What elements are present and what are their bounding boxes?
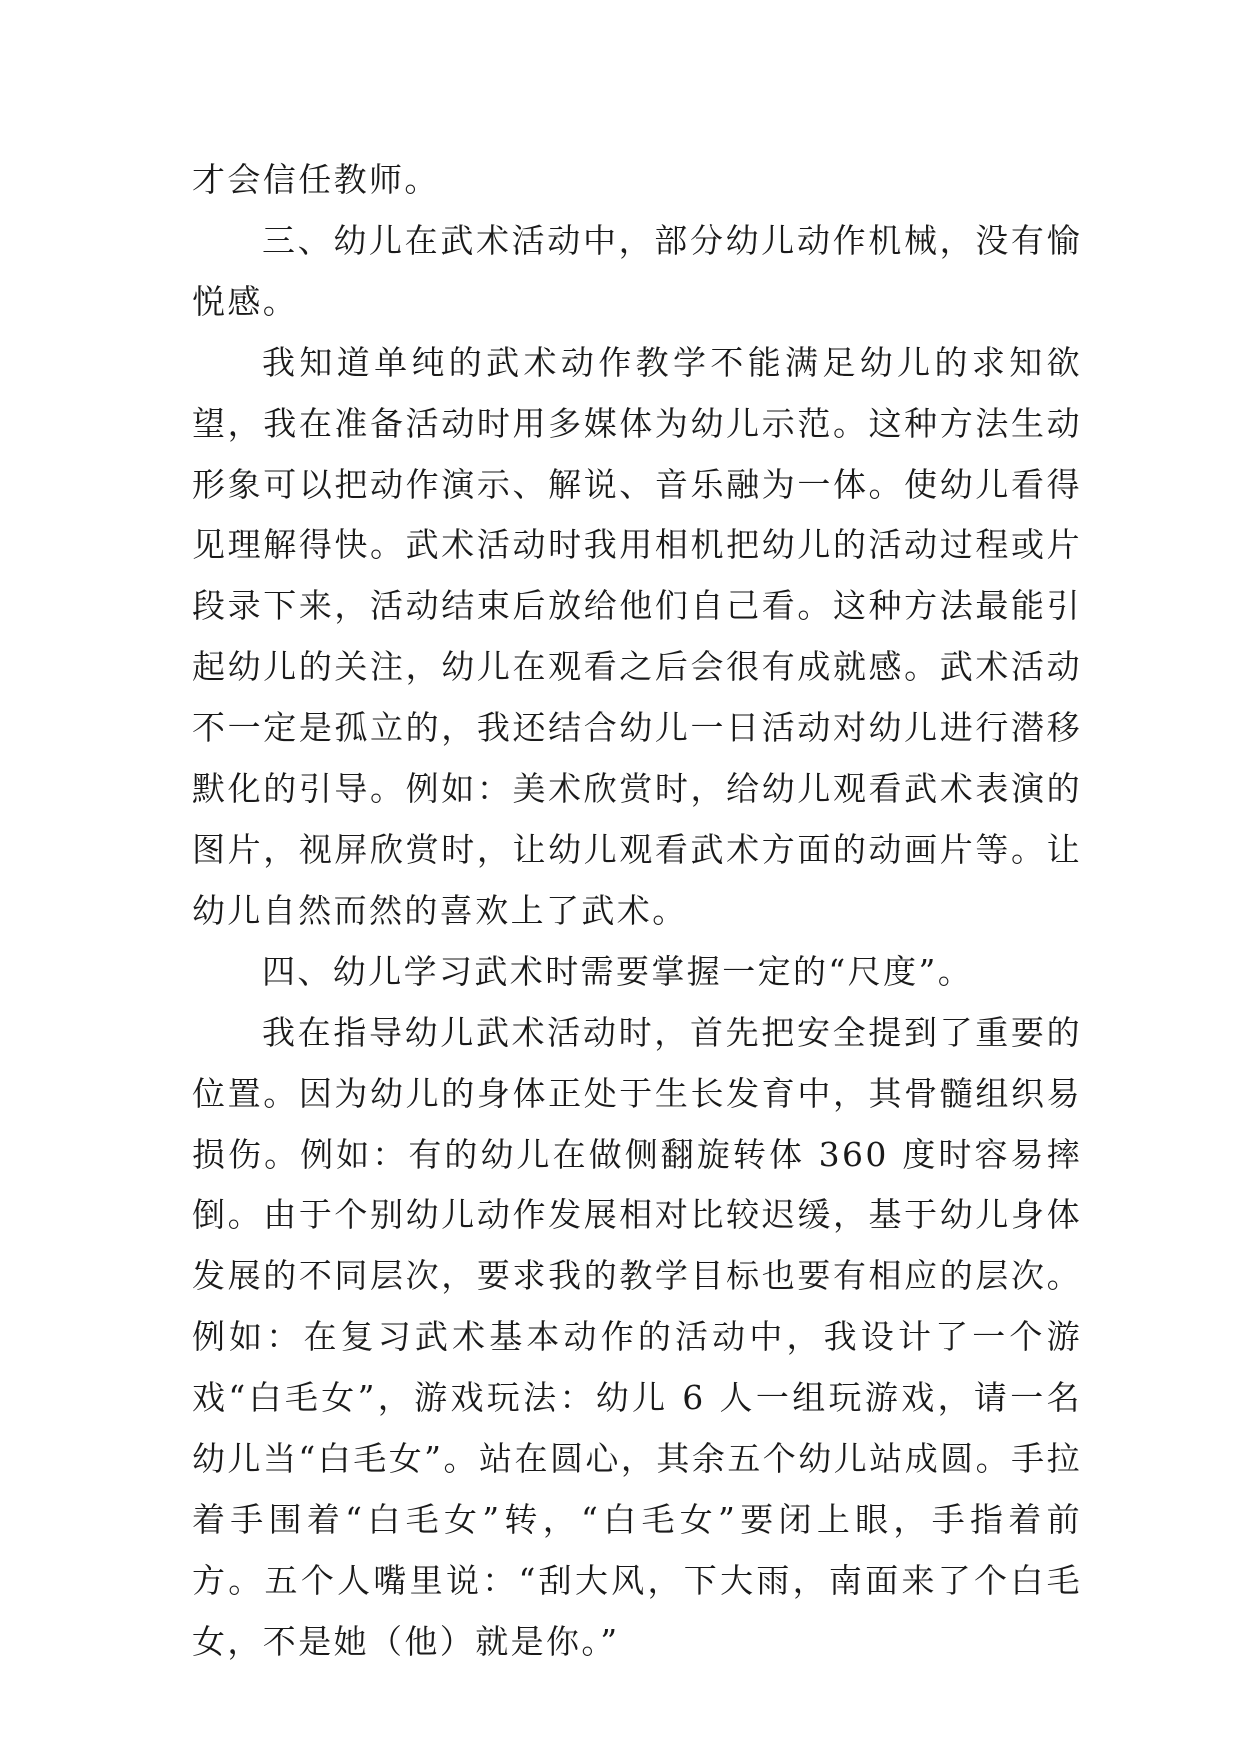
- section-heading: 四、幼儿学习武术时需要掌握一定的“尺度”。: [262, 951, 974, 991]
- paragraph: 才会信任教师。: [192, 160, 440, 199]
- paragraph: 我知道单纯的武术动作教学不能满足幼儿的求知欲望，我在准备活动时用多媒体为幼儿示范。这种方法生动形象可以把动作演示、解说、音乐融为一体。使幼儿看得见理解得快。武术活动时我用相机把幼儿的活动过程或片段录下来，活动结束后放给他们自己看。这种方法最能引起幼儿的关注，幼儿在观看之后会很有成就感。武术活动不一定是孤立的，我还结合幼儿一日活动对幼儿进行潜移默化的引导。例如：美术欣赏时，给幼儿观看武术表演的图片，视屏欣赏时，让幼儿观看武术方面的动画片等。让幼儿自然而然的喜欢上了武术。: [192, 342, 1082, 930]
- paragraph: 我在指导幼儿武术活动时，首先把安全提到了重要的位置。因为幼儿的身体正处于生长发育中，其骨髓组织易损伤。例如：有的幼儿在做侧翻旋转体 360 度时容易摔倒。由于个别幼儿动作发展相对比较迟缓，基于幼儿身体发展的不同层次，要求我的教学目标也要有相应的层次。例如：在复习武术基本动作的活动中，我设计了一个游戏“白毛女”，游戏玩法：幼儿 6 人一组玩游戏，请一名幼儿当“白毛女”。站在圆心，其余五个幼儿站成圆。手拉着手围着“白毛女”转，“白毛女”要闭上眼，手指着前方。五个人嘴里说：“刮大风，下大雨，南面来了个白毛女，不是她（他）就是你。”: [192, 1012, 1082, 1661]
- document-body: [192, 150, 1082, 1673]
- section-heading: 三、幼儿在武术活动中，部分幼儿动作机械，没有愉悦感。: [192, 220, 1082, 321]
